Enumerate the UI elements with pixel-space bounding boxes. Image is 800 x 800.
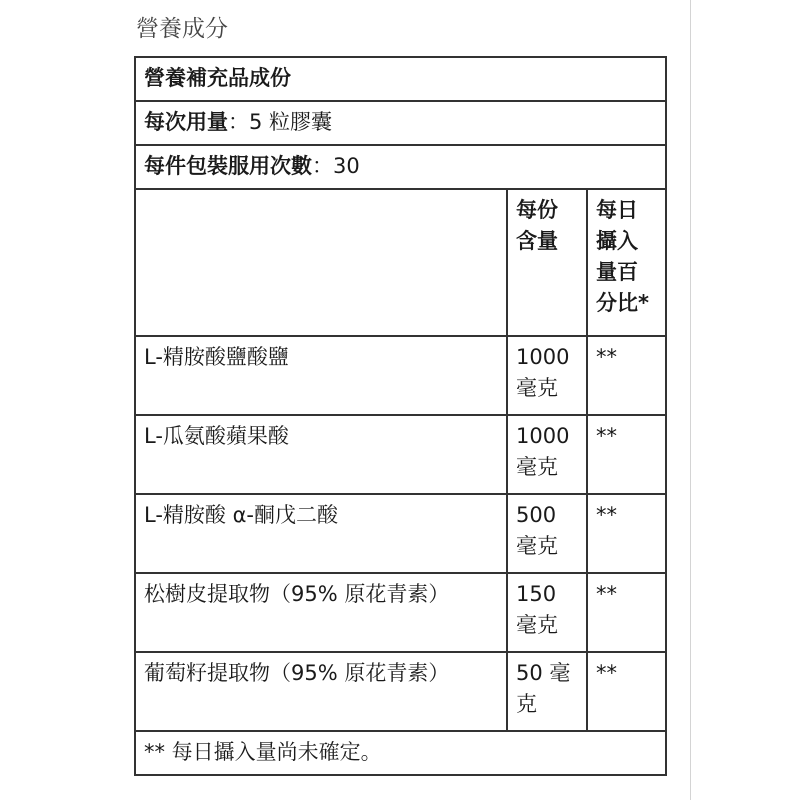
ingredient-daily-value: ** [587,415,666,494]
serving-size-value: ：5 粒膠囊 [228,110,333,134]
servings-per-container-row [135,145,666,189]
serving-size-cell [135,101,666,145]
footnote-row [135,731,666,775]
table-row [135,494,666,573]
ingredient-amount: 500 毫克 [507,494,587,573]
servings-per-container-value: ：30 [312,154,360,178]
page-divider-line [690,0,691,800]
table-row [135,573,666,652]
footnote: ** 每日攝入量尚未確定。 [135,731,666,775]
table-row [135,415,666,494]
ingredient-daily-value: ** [587,573,666,652]
column-header-row [135,189,666,336]
ingredient-amount: 1000 毫克 [507,415,587,494]
ingredient-name: L-瓜氨酸蘋果酸 [135,415,507,494]
column-header-blank [135,189,507,336]
servings-per-container-cell [135,145,666,189]
column-header-daily-value: 每日攝入量百分比* [587,189,666,336]
serving-size-row [135,101,666,145]
ingredient-name: 松樹皮提取物（95% 原花青素） [135,573,507,652]
ingredient-daily-value: ** [587,652,666,731]
ingredient-daily-value: ** [587,494,666,573]
serving-size-label: 每次用量 [144,110,228,134]
ingredient-name: L-精胺酸 α-酮戊二酸 [135,494,507,573]
servings-per-container-label: 每件包裝服用次數 [144,154,312,178]
supplement-facts-table [134,56,667,776]
facts-title-row [135,57,666,101]
ingredient-name: 葡萄籽提取物（95% 原花青素） [135,652,507,731]
ingredient-name: L-精胺酸鹽酸鹽 [135,336,507,415]
table-row [135,336,666,415]
section-heading: 營養成分 [136,16,228,42]
facts-title: 營養補充品成份 [135,57,666,101]
column-header-amount: 每份含量 [507,189,587,336]
table-row [135,652,666,731]
ingredient-daily-value: ** [587,336,666,415]
ingredient-amount: 50 毫克 [507,652,587,731]
ingredient-amount: 1000 毫克 [507,336,587,415]
ingredient-amount: 150 毫克 [507,573,587,652]
